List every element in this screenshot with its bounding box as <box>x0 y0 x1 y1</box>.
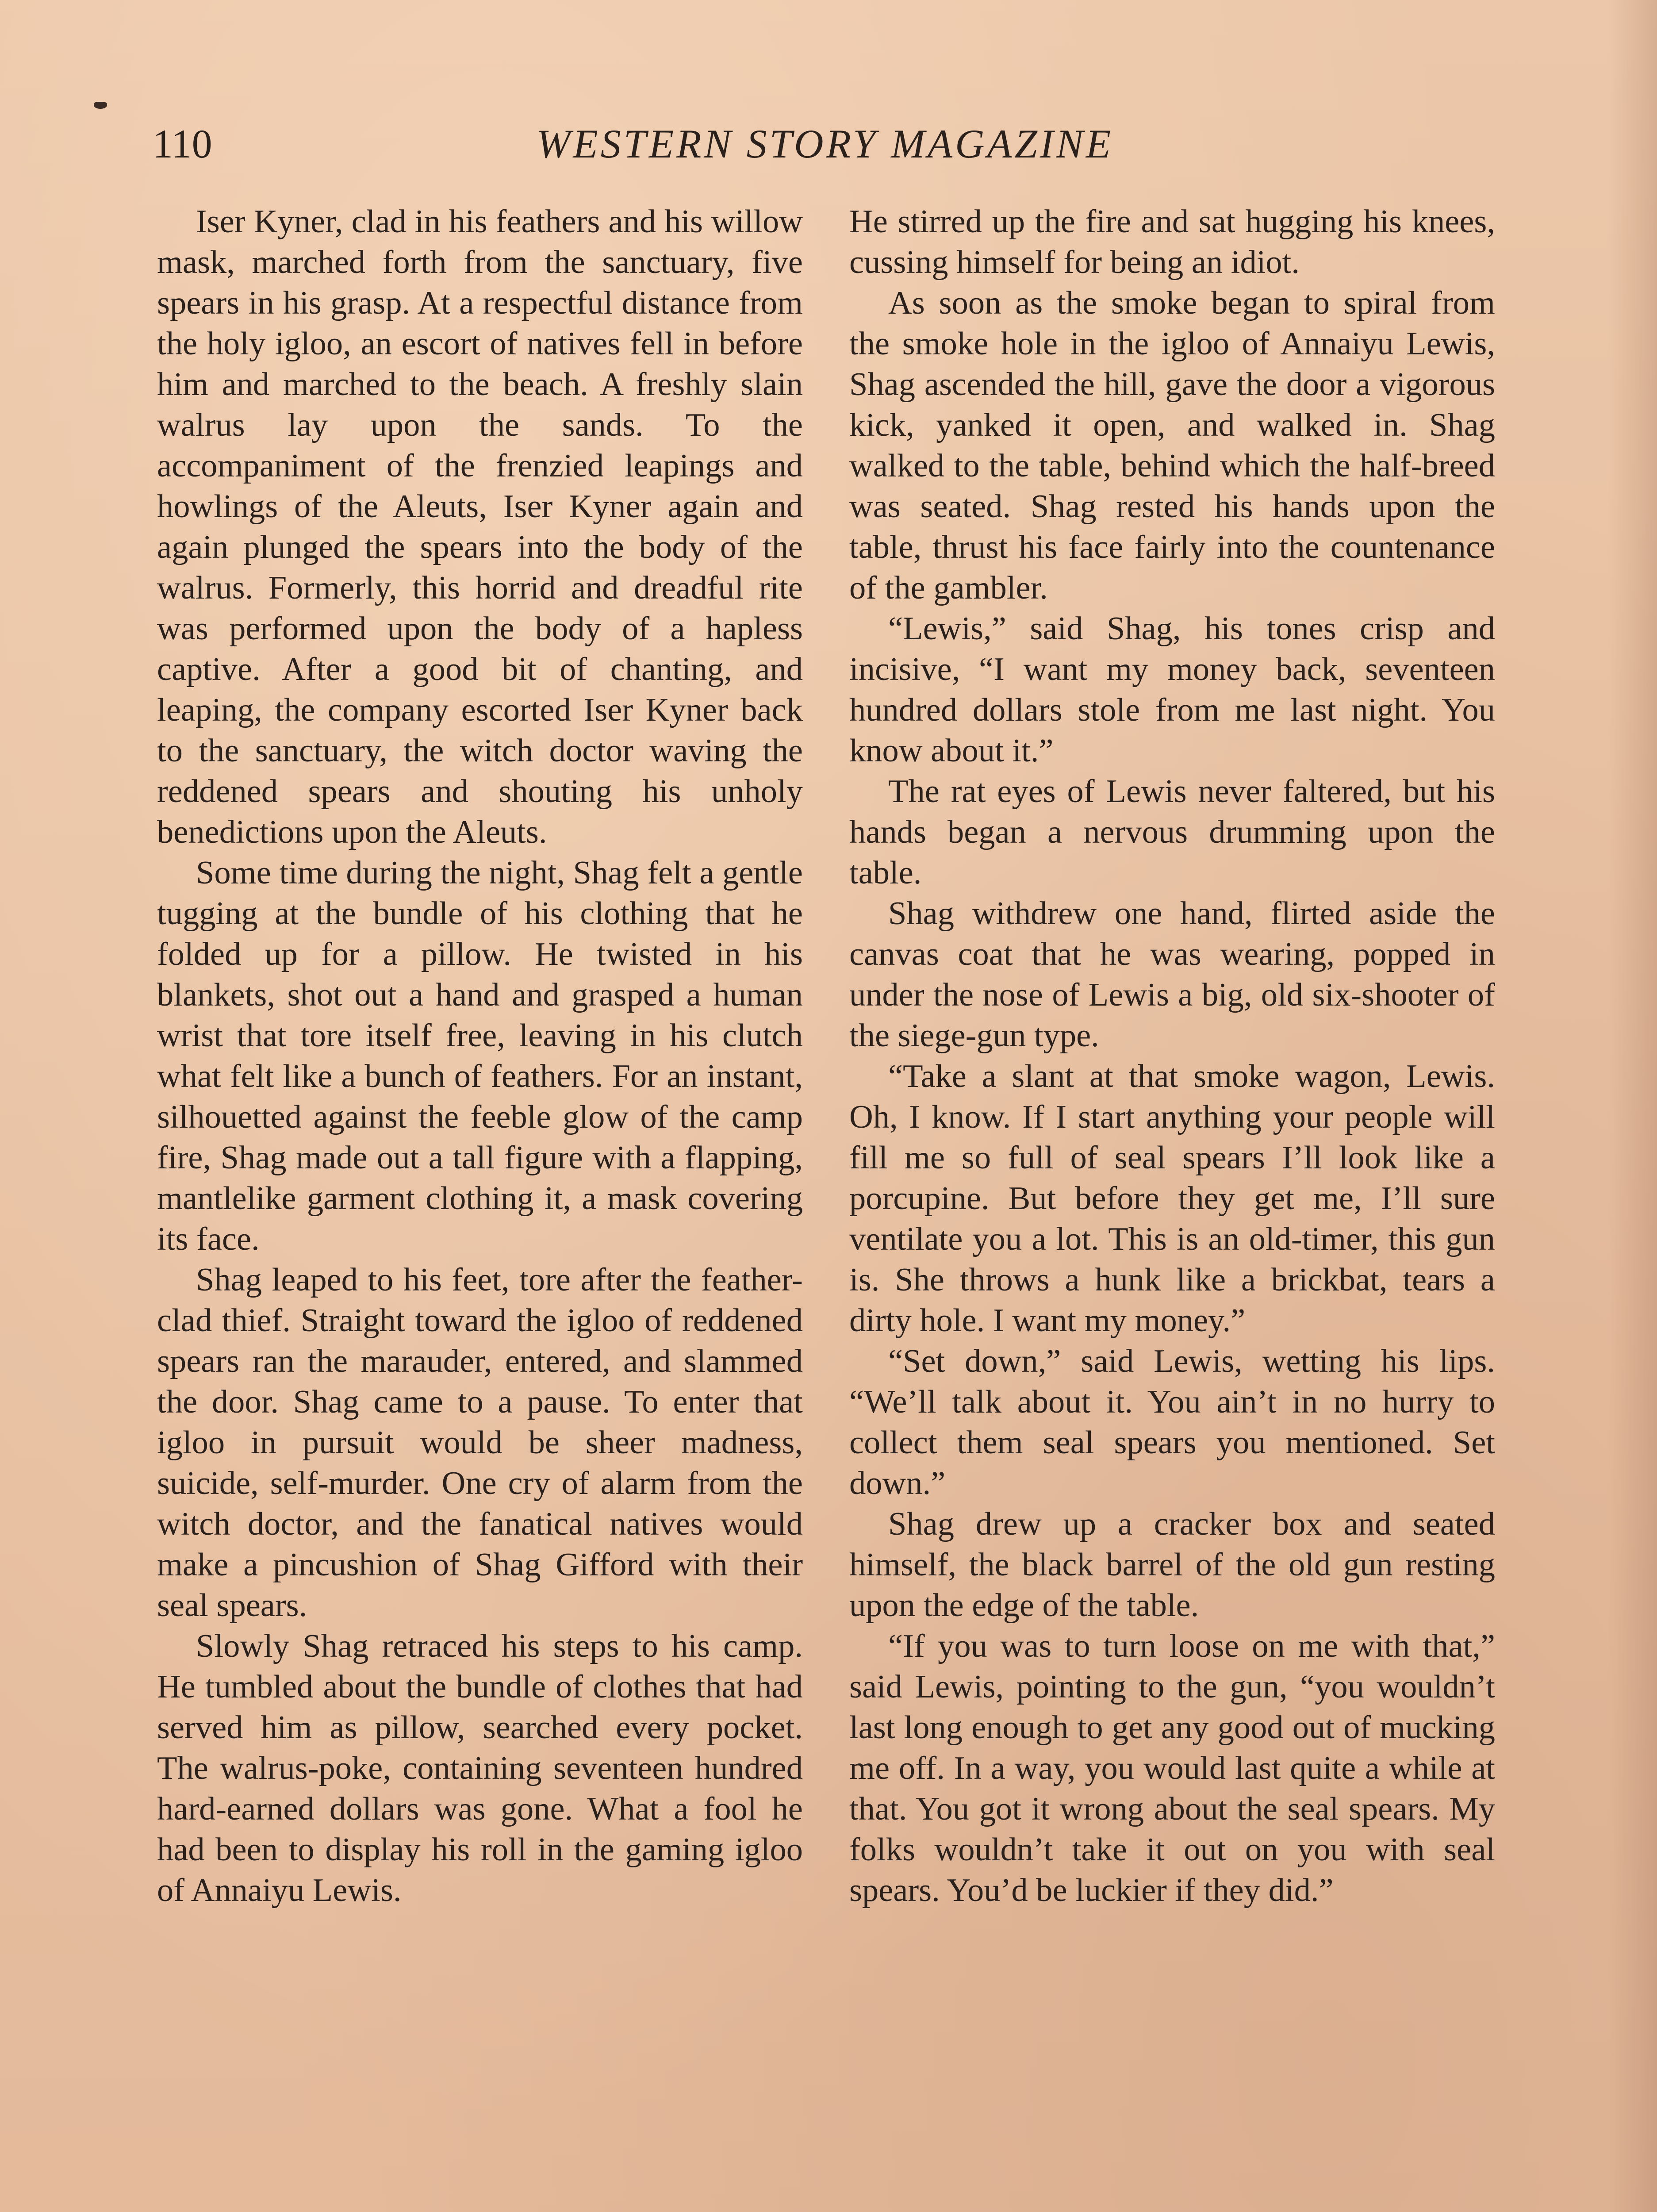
paragraph: The rat eyes of Lewis never faltered, but his hands began a nervous drumming upon the table. <box>849 773 1495 891</box>
paragraph: Shag withdrew one hand, flirted aside the canvas coat that he was wearing, popped in under the nose of Lewis a big, old six-shooter of the siege-gun type. <box>849 895 1495 1054</box>
paragraph: “If you was to turn loose on me with that,” said Lewis, pointing to the gun, “you wouldn’t last long enough to get any good out of mucking me off. In a way, you would last quite a while at that. You got it wrong about the seal spears. My folks wouldn’t take it out on you with seal spears. You’d be luckier if they did.” <box>849 1628 1495 1909</box>
paragraph: Shag leaped to his feet, tore after the feather-clad thief. Straight toward the igloo of reddened spears ran the marauder, entered, and slammed the door. Shag came to a pause. To enter that igloo in pursuit would be sheer madness, suicide, self-murder. One cry of alarm from the witch doctor, and the fanatical natives would make a pincushion of Shag Gifford with their seal spears. <box>157 1262 803 1624</box>
paragraph: “Set down,” said Lewis, wetting his lips. “We’ll talk about it. You ain’t in no hurry to collect them seal spears you mentioned. Set down.” <box>849 1343 1495 1502</box>
paragraph: Shag drew up a cracker box and seated himself, the black barrel of the old gun resting upon the edge of the table. <box>849 1506 1495 1624</box>
paragraph: “Take a slant at that smoke wagon, Lewis. Oh, I know. If I start anything your people will fill me so full of seal spears I’ll look like a porcupine. But before they get me, I’ll sure ventilate you a lot. This is an old-timer, this gun is. She throws a hunk like a brickbat, tears a dirty hole. I want my money.” <box>849 1058 1495 1339</box>
paragraph: Iser Kyner, clad in his feathers and his willow mask, marched forth from the sanctuary, five spears in his grasp. At a respectful distance from the holy igloo, an escort of natives fell in before him and marched to the beach. A freshly slain walrus lay upon the sands. To the accompaniment of the frenzied leapings and howlings of the Aleuts, Iser Kyner again and again plunged the spears into the body of the walrus. Formerly, this horrid and dreadful rite was performed upon the body of a hapless captive. After a good bit of chanting, and leaping, the company escorted Iser Kyner back to the sanctuary, the witch doctor waving the reddened spears and shouting his unholy benedictions upon the Aleuts. <box>157 204 803 850</box>
page-number: 110 <box>153 121 212 166</box>
page-edge-shadow <box>1608 0 1657 2212</box>
paragraph: Some time during the night, Shag felt a gentle tugging at the bundle of his clothing that he folded up for a pillow. He twisted in his blankets, shot out a hand and grasped a human wrist that tore itself free, leaving in his clutch what felt like a bunch of feathers. For an instant, silhouetted against the feeble glow of the camp fire, Shag made out a tall figure with a flapping, mantlelike garment clothing it, a mask covering its face. <box>157 855 803 1257</box>
paragraph-continued: He stirred up the fire and sat hugging his knees, cussing himself for being an idiot. <box>849 204 1495 280</box>
left-column <box>157 201 803 1911</box>
right-column <box>849 201 1495 1911</box>
paragraph: As soon as the smoke began to spiral from the smoke hole in the igloo of Annaiyu Lewis, Shag ascended the hill, gave the door a vigorous kick, yanked it open, and walked in. Shag walked to the table, behind which the half-breed was seated. Shag rested his hands upon the table, thrust his face fairly into the countenance of the gambler. <box>849 285 1495 606</box>
ink-speck <box>94 102 107 109</box>
magazine-title: WESTERN STORY MAGAZINE <box>536 121 1114 166</box>
paragraph: Slowly Shag retraced his steps to his camp. He tumbled about the bundle of clothes that had served him as pillow, searched every pocket. The walrus-poke, containing seventeen hundred hard-earned dollars was gone. What a fool he had been to display his roll in the gaming igloo of Annaiyu Lewis. <box>157 1628 803 1909</box>
paragraph: “Lewis,” said Shag, his tones crisp and incisive, “I want my money back, seventeen hundred dollars stole from me last night. You know about it.” <box>849 611 1495 769</box>
page-header <box>153 111 1497 177</box>
